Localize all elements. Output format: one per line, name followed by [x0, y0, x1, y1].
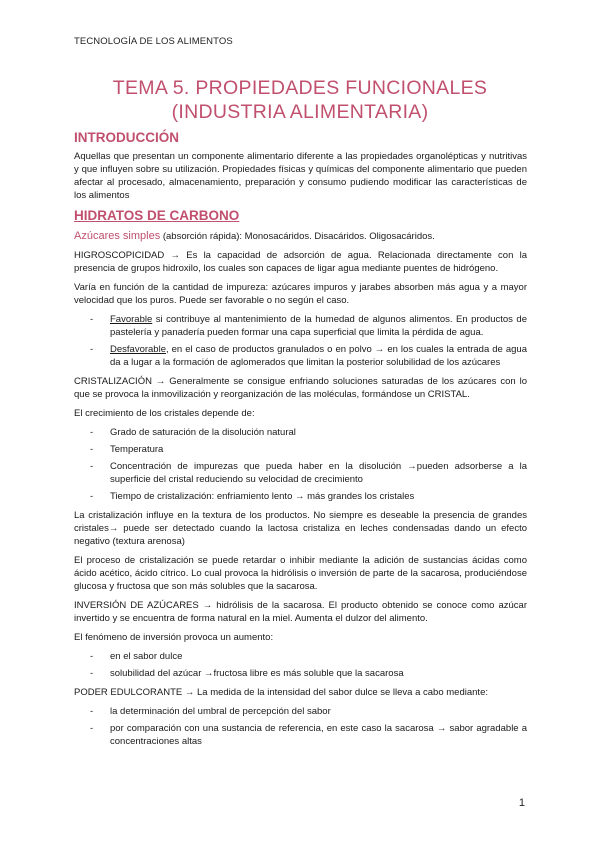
running-header: TECNOLOGÍA DE LOS ALIMENTOS — [74, 36, 233, 47]
simple-sugars-paragraph — [74, 230, 527, 243]
list-item: - Temperatura — [74, 443, 527, 456]
favorable-label: Favorable — [110, 314, 153, 325]
intro-paragraph: Aquellas que presentan un componente alimentario diferente a las propiedades organolépticas y nutritivas y que influyen sobre su utilización. Propiedades físicas y químicas del componente alimentario que pueden afectar al procesado, almacenamiento, preparación y consumo pudiendo modificar las características de los alimentos — [74, 151, 527, 201]
growth-intro: El crecimiento de los cristales depende de: — [74, 408, 255, 419]
unfavorable-label: Desfavorable — [110, 344, 166, 355]
list-item: - en el sabor dulce — [74, 650, 527, 663]
list-item: - la determinación del umbral de percepción del sabor — [74, 705, 527, 718]
intro-heading: INTRODUCCIÓN — [74, 130, 179, 145]
simple-sugars-label: Azúcares simples — [74, 230, 161, 242]
impurity-paragraph: Varía en función de la cantidad de impureza: azúcares impuros y jarabes absorben más agua y a mayor velocidad que los puros. Puede ser favorable o no según el caso. — [74, 282, 527, 306]
list-item — [74, 343, 527, 369]
list-item: - solubilidad del azúcar →fructosa libre es más soluble que la sacarosa — [74, 667, 527, 680]
sweetening-paragraph: PODER EDULCORANTE → La medida de la intensidad del sabor dulce se lleva a cabo mediante: — [74, 687, 488, 698]
list-item: - Grado de saturación de la disolución natural — [74, 426, 527, 439]
page-number: 1 — [518, 797, 525, 809]
list-item: - por comparación con una sustancia de referencia, en este caso la sacarosa → sabor agradable a concentraciones altas — [74, 722, 527, 748]
simple-sugars-text: (absorción rápida): Monosacáridos. Disacáridos. Oligosacáridos. — [160, 231, 435, 242]
phenomenon-intro: El fenómeno de inversión provoca un aumento: — [74, 632, 274, 643]
document-body — [74, 130, 527, 754]
texture-paragraph: La cristalización influye en la textura de los productos. No siempre es deseable la presencia de grandes cristales→ puede ser detectado cuando la lactosa cristaliza en leches condensadas dando un efecto negativo (textura arenosa) — [74, 510, 527, 547]
carbohydrates-heading: HIDRATOS DE CARBONO — [74, 208, 240, 223]
sweetening-list — [74, 705, 527, 748]
inversion-paragraph: INVERSIÓN DE AZÚCARES → hidrólisis de la sacarosa. El producto obtenido se conoce como azúcar invertido y se encuentra de forma natural en la miel. Aumenta el dulzor del alimento. — [74, 600, 527, 624]
higroscopicity-paragraph: HIGROSCOPICIDAD → Es la capacidad de adsorción de agua. Relacionada directamente con la presencia de grupos hidroxilo, los cuales son capaces de ligar agua mediante puentes de hidrógeno. — [74, 250, 527, 274]
list-item — [74, 313, 527, 339]
unfavorable-text: , en el caso de productos granulados o en polvo → en los cuales la entrada de agua da a lugar a la formación de aglomerados que limitan la posterior solubilidad de los azúcares — [110, 344, 527, 368]
page-title-line2: (INDUSTRIA ALIMENTARIA) — [171, 101, 429, 123]
phenomenon-list — [74, 650, 527, 680]
crystallization-paragraph: CRISTALIZACIÓN → Generalmente se consigue enfriando soluciones saturadas de los azúcares con lo que se provoca la inmovilización y reorganización de las moléculas, formándose un CRISTAL. — [74, 376, 527, 400]
page-title-line1: TEMA 5. PROPIEDADES FUNCIONALES — [112, 77, 488, 99]
list-item: - Tiempo de cristalización: enfriamiento lento → más grandes los cristales — [74, 490, 527, 503]
favorability-list — [74, 313, 527, 369]
retard-paragraph: El proceso de cristalización se puede retardar o inhibir mediante la adición de sustancias ácidas como ácido acético, ácido cítrico. Lo cual provoca la hidrólisis o inversión de parte de la sacarosa, produciéndose glucosa y fructosa que son más solubles que la sacarosa. — [74, 555, 527, 592]
growth-list — [74, 426, 527, 503]
favorable-text: si contribuye al mantenimiento de la humedad de algunos alimentos. En productos de pastelería y panadería pueden formar una capa superficial que limita la pérdida de agua. — [110, 314, 527, 338]
list-item: - Concentración de impurezas que pueda haber en la disolución →pueden adsorberse a la superficie del cristal reduciendo su velocidad de crecimiento — [74, 460, 527, 486]
